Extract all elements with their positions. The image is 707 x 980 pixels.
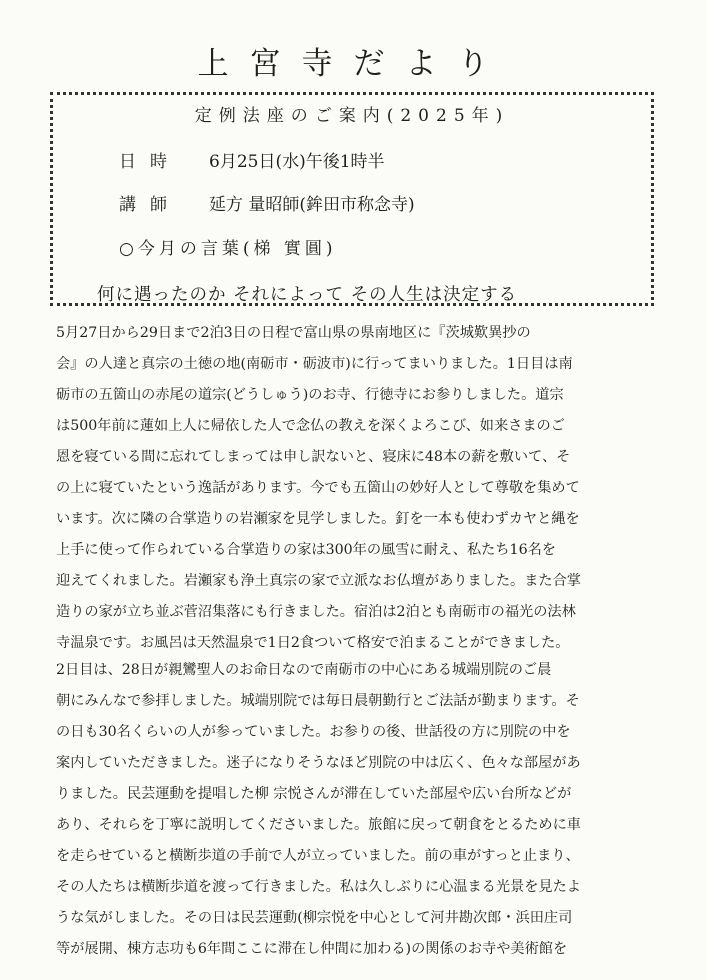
text-line: うな気がしました。その日は民芸運動(柳宗悦を中心として河井勘次郎・浜田庄司: [56, 910, 573, 926]
text-line: 会』の人達と真宗の土徳の地(南砺市・砺波市)に行ってまいりました。1日目は南: [56, 356, 573, 372]
newsletter-title: 上宮寺だより: [197, 46, 510, 82]
text-line: 寺温泉です。お風呂は天然温泉で1日2食ついて格安で泊まることができました。: [56, 635, 570, 651]
text-line: りました。民芸運動を提唱した柳 宗悦さんが滞在していた部屋や広い台所などが: [56, 786, 572, 802]
text-line: 造りの家が立ち並ぶ菅沼集落にも行きました。宿泊は2泊とも南砺市の福光の法林: [56, 604, 576, 620]
notice-box: [50, 92, 654, 306]
text-line: 2日目は、28日が親鸞聖人のお命日なので南砺市の中心にある城端別院のご晨: [56, 662, 552, 678]
text-line: 案内していただきました。迷子になりそうなほど別院の中は広く、色々な部屋があ: [56, 755, 581, 771]
lecturer-value: 延方 量昭師(鉾田市称念寺): [209, 195, 415, 215]
date-value: 6月25日(水)午後1時半: [209, 152, 385, 172]
text-line: 恩を寝ている間に忘れてしまっては申し訳ないと、寝床に48本の薪を敷いて、そ: [56, 449, 571, 465]
date-row: [119, 147, 385, 172]
text-line: 等が展開、棟方志功も6年間ここに滞在し仲間に加わる)の関係のお寺や美術館を: [56, 941, 568, 957]
notice-title: 定例法座のご案内(2025年): [194, 106, 510, 126]
text-line: 上手に使って作られている合掌造りの家は300年の風雪に耐え、私たち16名を: [56, 542, 556, 558]
words-heading: ○今月の言葉(梯 實圓): [119, 239, 337, 259]
date-label: 日時: [119, 152, 181, 172]
monthly-quote: 何に遇ったのか それによって その人生は決定する: [97, 285, 518, 305]
paragraph-1: [56, 318, 660, 659]
text-line: の日も30名くらいの人が参っていました。お参りの後、世話役の方に別院の中を: [56, 724, 571, 740]
text-line: 5月27日から29日まで2泊3日の日程で富山県の県南地区に『茨城歎異抄の: [56, 325, 531, 341]
paragraph-2: [56, 655, 660, 965]
text-line: は500年前に蓮如上人に帰依した人で念仏の教えを深くよろこび、如来さまのご: [56, 418, 565, 434]
text-line: あり、それらを丁寧に説明してくださいました。旅館に戻って朝食をとるために車: [56, 817, 581, 833]
text-line: 朝にみんなで参拝しました。城端別院では毎日晨朝勤行とご法話が勤まります。そ: [56, 693, 580, 709]
text-line: います。次に隣の合掌造りの岩瀬家を見学しました。釘を一本も使わずカヤと縄を: [56, 511, 580, 527]
text-line: の上に寝ていたという逸話があります。今でも五箇山の妙好人として尊敬を集めて: [56, 480, 580, 496]
text-line: を走らせていると横断歩道の手前で人が立っていました。前の車がすっと止まり、: [56, 848, 580, 864]
lecturer-label: 講師: [119, 195, 181, 215]
text-line: その人たちは横断歩道を渡って行きました。私は久しぶりに心温まる光景を見たよ: [56, 879, 581, 895]
lecturer-row: [119, 190, 415, 215]
text-line: 迎えてくれました。岩瀬家も浄土真宗の家で立派なお仏壇がありました。また合掌: [56, 573, 581, 589]
text-line: 砺市の五箇山の赤尾の道宗(どうしゅう)のお寺、行徳寺にお参りしました。道宗: [56, 387, 564, 403]
